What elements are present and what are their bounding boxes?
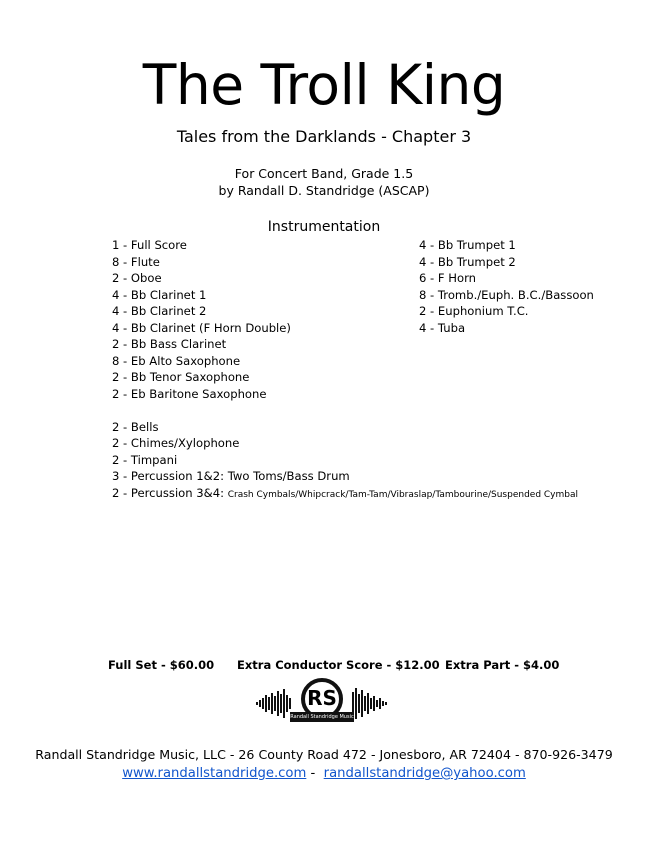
instrument-item: 1 - Full Score: [112, 238, 187, 252]
link-separator: -: [306, 766, 324, 781]
percussion-item: 2 - Bells: [112, 419, 159, 434]
percussion-item: [112, 485, 592, 502]
section-spacer: [112, 402, 592, 419]
instrument-item: 8 - Tromb./Euph. B.C./Bassoon: [419, 287, 594, 302]
instrument-item: 4 - Bb Clarinet 1: [112, 287, 207, 302]
percussion-item: 2 - Chimes/Xylophone: [112, 436, 240, 450]
instrument-item: 4 - Bb Trumpet 2: [419, 254, 516, 269]
subtitle: Tales from the Darklands - Chapter 3: [176, 127, 472, 146]
instrument-item: 4 - Tuba: [419, 320, 466, 335]
instrument-item: 2 - Eb Baritone Saxophone: [112, 386, 267, 401]
logo-name: Randall Standridge Music: [290, 714, 354, 720]
instrument-item: 2 - Oboe: [112, 271, 162, 285]
percussion-detail: Crash Cymbals/Whipcrack/Tam-Tam/Vibraslap/Tambourine/Suspended Cymbal: [227, 489, 579, 500]
instrument-item: 4 - Bb Clarinet 2: [112, 304, 207, 318]
instrumentation-heading: Instrumentation: [267, 219, 381, 235]
instrument-item: 4 - Bb Trumpet 1: [419, 238, 516, 252]
ensemble-grade: For Concert Band, Grade 1.5: [234, 166, 414, 181]
percussion-item: 2 - Timpani: [112, 452, 178, 467]
percussion-label: 2 - Percussion 3&4:: [112, 485, 228, 500]
instrument-item: 6 - F Horn: [419, 271, 477, 285]
email-link[interactable]: randallstandridge@yahoo.com: [323, 766, 526, 781]
price-extra-part: Extra Part - $4.00: [445, 658, 560, 672]
composer-credit: by Randall D. Standridge (ASCAP): [218, 183, 430, 198]
price-list: [0, 657, 648, 673]
page-title: The Troll King: [142, 53, 506, 117]
percussion-item: 3 - Percussion 1&2: Two Toms/Bass Drum: [112, 469, 350, 483]
contact-line: Randall Standridge Music, LLC - 26 County Road 472 - Jonesboro, AR 72404 - 870-926-3479: [35, 747, 613, 762]
logo-initials: RS: [307, 686, 337, 710]
instrument-item: 8 - Eb Alto Saxophone: [112, 353, 241, 368]
instrumentation-right-column: [419, 237, 594, 336]
instrument-item: 2 - Bb Tenor Saxophone: [112, 370, 250, 384]
publisher-logo: [256, 678, 388, 728]
contact-links: [0, 765, 648, 783]
price-full-set: Full Set - $60.00: [108, 658, 215, 672]
instrument-item: 8 - Flute: [112, 254, 160, 269]
instrument-item: 2 - Bb Bass Clarinet: [112, 337, 227, 351]
instrument-item: 2 - Euphonium T.C.: [419, 304, 529, 318]
price-conductor-score: Extra Conductor Score - $12.00: [237, 658, 440, 672]
instrument-item: 4 - Bb Clarinet (F Horn Double): [112, 320, 291, 335]
website-link[interactable]: www.randallstandridge.com: [122, 766, 307, 781]
